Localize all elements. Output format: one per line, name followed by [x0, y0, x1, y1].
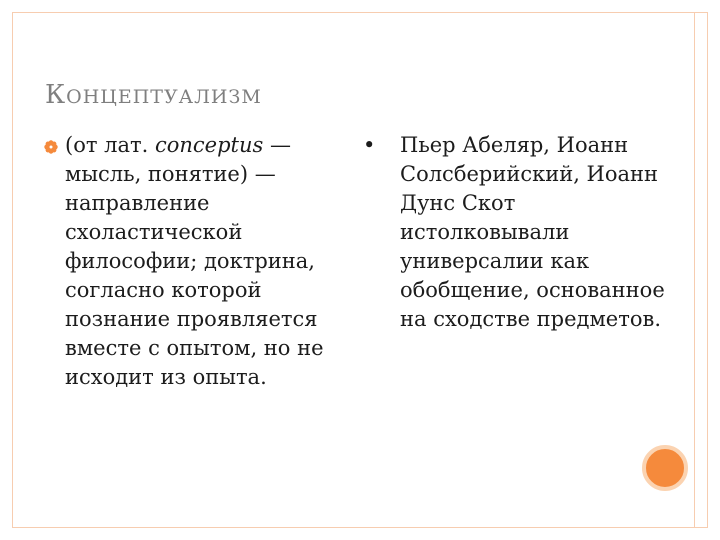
- text-line: Солсберийский, Иоанн: [400, 162, 659, 186]
- latin-term: conceptus: [154, 133, 264, 157]
- text-line: философии; доктрина,: [65, 249, 315, 273]
- text-line: вместе с опытом, но не: [65, 336, 324, 360]
- bullet-dot-icon: •: [363, 133, 376, 157]
- text-line: обобщение, основанное: [400, 278, 665, 302]
- text-line: универсалии как: [400, 249, 590, 273]
- text-line: исходит из опыта.: [65, 365, 267, 389]
- text-line: мысль, понятие) —: [65, 162, 276, 186]
- text-segment: (от лат.: [65, 133, 155, 157]
- text-line: Дунс Скот: [400, 191, 516, 215]
- text-line: истолковывали: [400, 220, 570, 244]
- text-segment: —: [263, 133, 291, 157]
- text-line: направление: [65, 191, 210, 215]
- slide-frame-inner-line: [694, 12, 695, 528]
- text-line: познание проявляется: [65, 307, 318, 331]
- flower-bullet-icon: [44, 140, 58, 154]
- text-line: согласно которой: [65, 278, 262, 302]
- orange-circle-icon: [642, 445, 688, 491]
- text-line: схоластической: [65, 220, 243, 244]
- right-column-text: [400, 131, 665, 334]
- left-column-text: [65, 131, 324, 392]
- text-line: [65, 131, 324, 160]
- slide-title: КОНЦЕПТУАЛИЗМ: [45, 80, 262, 110]
- text-line: Пьер Абеляр, Иоанн: [400, 133, 629, 157]
- text-line: на сходстве предметов.: [400, 307, 661, 331]
